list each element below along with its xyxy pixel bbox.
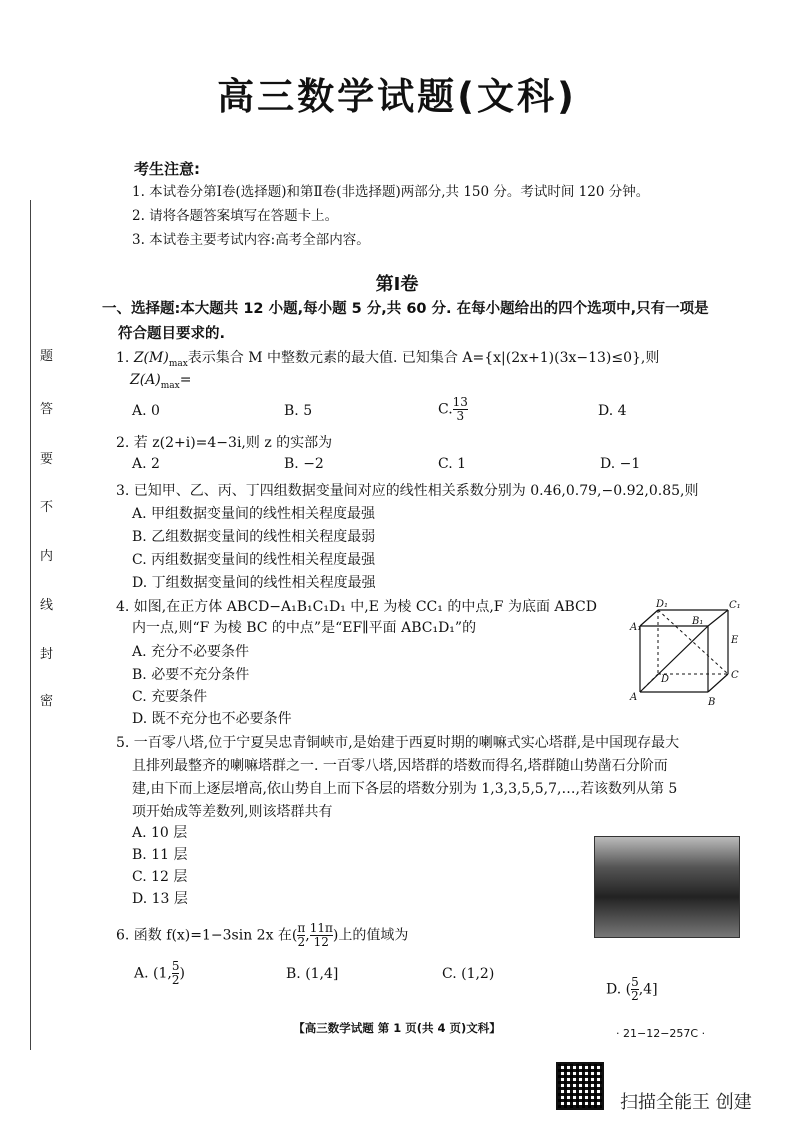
q3-option-b: B. 乙组数据变量间的线性相关程度最弱	[132, 529, 376, 545]
sidebar-char: 题	[40, 349, 54, 364]
question-3: 3. 已知甲、乙、丙、丁四组数据变量间对应的线性相关系数分别为 0.46,0.79,−0.92,0.85,则	[116, 483, 699, 499]
page-title: 高三数学试题(文科)	[217, 75, 577, 118]
q4-option-c: C. 充要条件	[132, 689, 208, 705]
cube-label-c1: C₁	[729, 600, 741, 611]
notice-item: 1. 本试卷分第Ⅰ卷(选择题)和第Ⅱ卷(非选择题)两部分,共 150 分。考试时间 120 分钟。	[132, 184, 650, 200]
cube-label-c: C	[731, 670, 739, 681]
q5-option-b: B. 11 层	[132, 847, 188, 863]
cube-label-b: B	[708, 697, 716, 708]
sidebar-char: 内	[40, 549, 54, 564]
q5-option-d: D. 13 层	[132, 891, 188, 907]
q4-option-a: A. 充分不必要条件	[132, 644, 250, 660]
q2-option-c: C. 1	[438, 456, 467, 472]
cube-label-d: D	[661, 674, 670, 685]
question-5-cont: 建,由下而上逐层增高,依山势自上而下各层的塔数分别为 1,3,3,5,5,7,…,若该数列从第 5	[132, 781, 678, 797]
q1-option-a: A. 0	[132, 403, 160, 419]
notice-heading: 考生注意:	[134, 160, 200, 178]
question-5: 5. 一百零八塔,位于宁夏吴忠青铜峡市,是始建于西夏时期的喇嘛式实心塔群,是中国现存最大	[116, 735, 680, 751]
cube-label-b1: B₁	[692, 616, 704, 627]
q5-option-c: C. 12 层	[132, 869, 188, 885]
q5-option-a: A. 10 层	[132, 825, 188, 841]
cube-label-a1: A₁	[630, 622, 642, 633]
volume-heading: 第Ⅰ卷	[375, 274, 419, 295]
question-1: 1. $Z(M)_{max}$表示集合 M 中整数元素的最大值. 已知集合 A={x|(2x+1)(3x−13)≤0},则	[116, 350, 660, 369]
q1-option-c: C. $\frac{13}{3}$	[438, 395, 468, 423]
binding-line	[30, 200, 31, 1050]
sidebar-char: 不	[40, 500, 54, 515]
q3-option-a: A. 甲组数据变量间的线性相关程度最强	[132, 506, 376, 522]
question-1-cont: $Z(A)_{max}=$	[130, 372, 192, 391]
sidebar-char: 封	[40, 647, 54, 662]
sidebar-char: 线	[40, 598, 54, 613]
cube-label-e: E	[731, 635, 739, 646]
sidebar-char: 要	[40, 452, 54, 467]
scanner-watermark: 扫描全能王 创建	[620, 1092, 752, 1113]
q1-option-d: D. 4	[598, 403, 627, 419]
q2-option-a: A. 2	[132, 456, 160, 472]
question-4-cont: 内一点,则“F 为棱 BC 的中点”是“EF∥平面 ABC₁D₁”的	[132, 620, 477, 636]
section-instructions-cont: 符合题目要求的.	[118, 326, 226, 342]
sidebar-char: 答	[40, 402, 54, 417]
q6-option-c: C. (1,2)	[442, 966, 495, 982]
question-4: 4. 如图,在正方体 ABCD−A₁B₁C₁D₁ 中,E 为棱 CC₁ 的中点,F 为底面 ABCD	[116, 599, 597, 615]
q6-option-a: A. (1, $\frac{5}{2}$ )	[134, 959, 185, 987]
q1-option-b: B. 5	[284, 403, 313, 419]
notice-item: 2. 请将各题答案填写在答题卡上。	[132, 208, 339, 224]
cube-figure	[628, 596, 748, 708]
q6-option-d: D. ( $\frac{5}{2}$ ,4]	[606, 975, 658, 1003]
pagoda-photo	[594, 836, 740, 938]
qr-code-icon	[556, 1062, 604, 1110]
q2-option-b: B. −2	[284, 456, 324, 472]
q4-option-d: D. 既不充分也不必要条件	[132, 711, 292, 727]
question-5-cont: 且排列最整齐的喇嘛塔群之一. 一百零八塔,因塔群的塔数而得名,塔群随山势凿石分阶而	[132, 758, 668, 774]
q4-option-b: B. 必要不充分条件	[132, 667, 250, 683]
exam-code: · 21−12−257C ·	[616, 1027, 706, 1040]
page-footer: 【高三数学试题 第 1 页(共 4 页)文科】	[293, 1021, 501, 1035]
sidebar-char: 密	[40, 694, 54, 709]
question-6: 6. 函数 f(x)=1−3sin 2x 在( $\frac{\pi}{2}$ , $\frac{11\pi}{12}$ )上的值域为	[116, 921, 409, 949]
cube-label-a: A	[630, 692, 638, 703]
question-5-cont: 项开始成等差数列,则该塔群共有	[132, 804, 333, 820]
q3-option-d: D. 丁组数据变量间的线性相关程度最强	[132, 575, 376, 591]
question-2: 2. 若 z(2+i)=4−3i,则 z 的实部为	[116, 435, 333, 451]
notice-item: 3. 本试卷主要考试内容:高考全部内容。	[132, 232, 370, 248]
q2-option-d: D. −1	[600, 456, 641, 472]
q3-option-c: C. 丙组数据变量间的线性相关程度最强	[132, 552, 376, 568]
q6-option-b: B. (1,4]	[286, 966, 339, 982]
section-instructions: 一、选择题:本大题共 12 小题,每小题 5 分,共 60 分. 在每小题给出的四个选项中,只有一项是	[102, 301, 709, 317]
cube-label-d1: D₁	[656, 599, 669, 610]
